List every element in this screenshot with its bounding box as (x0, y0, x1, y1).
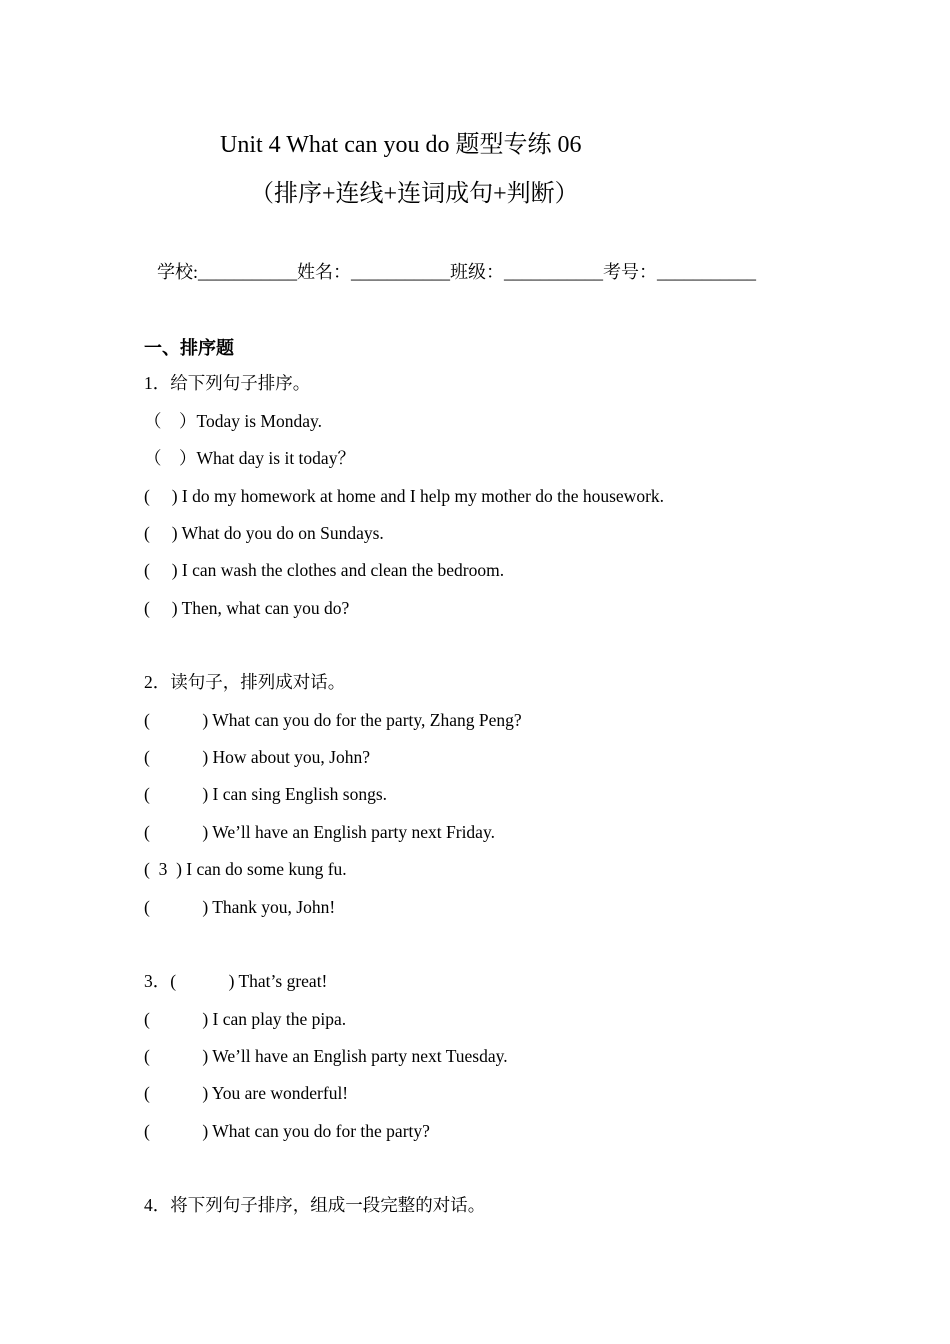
student-info-line: 学校:___________姓名：___________班级：___________考号：___________ (157, 262, 756, 282)
q2-item-4: ( ) We’ll have an English party next Friday. (144, 822, 495, 842)
q2-item-3: ( ) I can sing English songs. (144, 784, 388, 804)
q1-item-6: ( ) Then, what can you do? (144, 598, 350, 618)
section-heading-ordering: 一、排序题 (144, 338, 234, 358)
q1-prompt: 1．给下列句子排序。 (144, 373, 311, 393)
q3-item-1: 3．( ) That’s great! (144, 971, 328, 991)
q3-item-2: ( ) I can play the pipa. (144, 1009, 347, 1029)
q3-item-5: ( ) What can you do for the party? (144, 1121, 430, 1141)
q1-item-5: ( ) I can wash the clothes and clean the bedroom. (144, 560, 505, 580)
q1-item-2: （ ）What day is it today？ (144, 448, 355, 468)
q2-item-6: ( ) Thank you, John! (144, 897, 336, 917)
q1-item-1: （ ）Today is Monday. (144, 411, 322, 431)
q3-item-4: ( ) You are wonderful! (144, 1083, 349, 1103)
q2-item-1: ( ) What can you do for the party, Zhang Peng? (144, 710, 522, 730)
q1-item-4: ( ) What do you do on Sundays. (144, 523, 384, 543)
q2-prompt: 2．读句子，排列成对话。 (144, 672, 346, 692)
q1-item-3: ( ) I do my homework at home and I help my mother do the housework. (144, 486, 665, 506)
q2-item-5: ( 3 ) I can do some kung fu. (144, 859, 347, 879)
worksheet-subtitle: （排序+连线+连词成句+判断） (250, 181, 579, 207)
q4-prompt: 4．将下列句子排序，组成一段完整的对话。 (144, 1195, 486, 1215)
worksheet-title: Unit 4 What can you do 题型专练 06 (220, 132, 582, 158)
q2-item-2: ( ) How about you, John? (144, 747, 371, 767)
q3-item-3: ( ) We’ll have an English party next Tuesday. (144, 1046, 508, 1066)
